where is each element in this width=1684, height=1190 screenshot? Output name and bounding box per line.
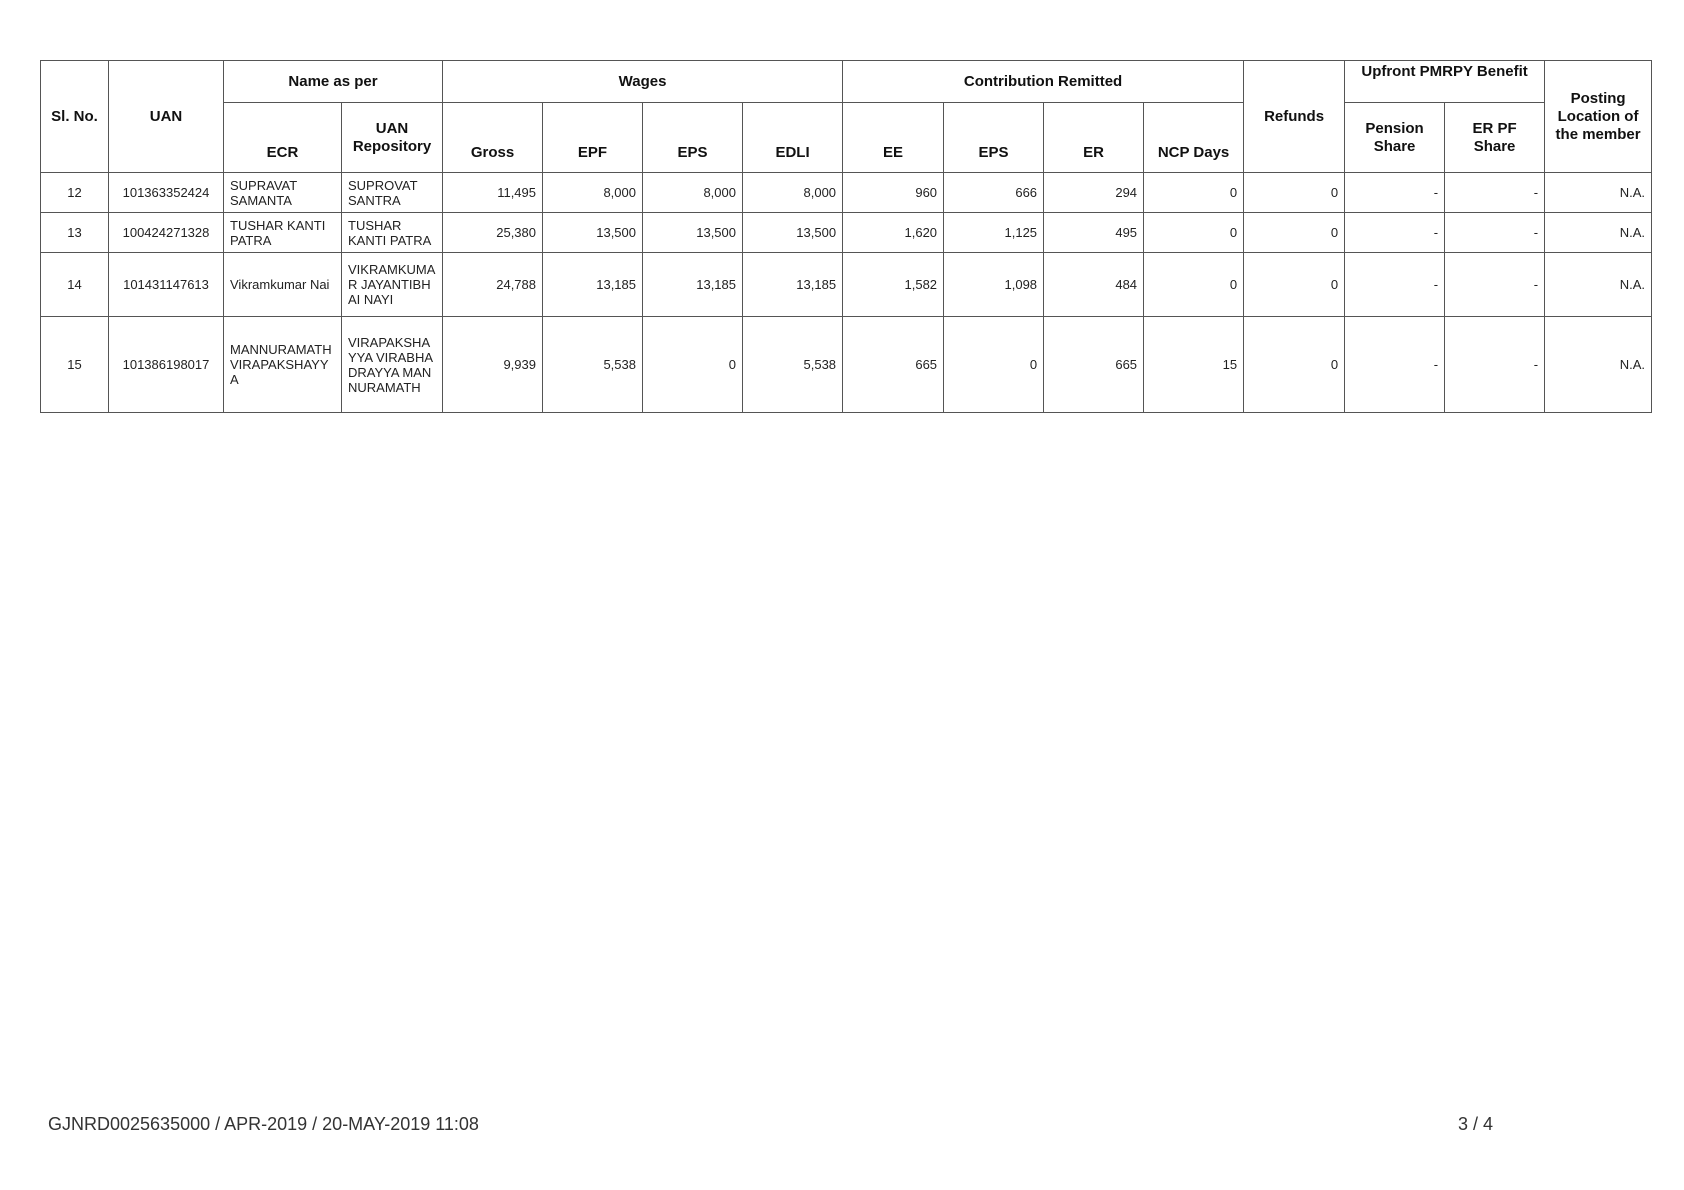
cell-ecr-name: TUSHAR KANTI PATRA — [224, 213, 342, 253]
header-refunds: Refunds — [1244, 61, 1345, 173]
footer-reference: GJNRD0025635000 / APR-2019 / 20-MAY-2019 11:08 — [48, 1114, 479, 1134]
cell-gross: 24,788 — [443, 253, 543, 317]
cell-er-pf-share: - — [1445, 173, 1545, 213]
cell-ecr-name: MANNURAMATH VIRAPAKSHAYYA — [224, 317, 342, 413]
cell-eps-contribution: 0 — [944, 317, 1044, 413]
table-row — [41, 213, 1652, 253]
cell-ncp-days: 0 — [1144, 173, 1244, 213]
cell-epf: 5,538 — [543, 317, 643, 413]
cell-edli: 13,185 — [743, 253, 843, 317]
cell-posting-location: N.A. — [1545, 213, 1652, 253]
cell-refunds: 0 — [1244, 173, 1345, 213]
cell-ncp-days: 0 — [1144, 253, 1244, 317]
cell-er: 484 — [1044, 253, 1144, 317]
cell-gross: 11,495 — [443, 173, 543, 213]
cell-ee: 1,582 — [843, 253, 944, 317]
header-epf: EPF — [543, 103, 643, 173]
page-number: 3 / 4 — [1458, 1114, 1494, 1134]
cell-epf: 13,500 — [543, 213, 643, 253]
header-ncp-days: NCP Days — [1144, 103, 1244, 173]
cell-er: 294 — [1044, 173, 1144, 213]
cell-uan: 101386198017 — [109, 317, 224, 413]
cell-posting-location: N.A. — [1545, 253, 1652, 317]
cell-eps: 8,000 — [643, 173, 743, 213]
cell-ecr-name: Vikramkumar Nai — [224, 253, 342, 317]
cell-sl-no: 12 — [41, 173, 109, 213]
cell-epf: 13,185 — [543, 253, 643, 317]
cell-uan: 101431147613 — [109, 253, 224, 317]
cell-ee: 1,620 — [843, 213, 944, 253]
cell-sl-no: 15 — [41, 317, 109, 413]
cell-edli: 13,500 — [743, 213, 843, 253]
header-er: ER — [1044, 103, 1144, 173]
cell-er: 665 — [1044, 317, 1144, 413]
header-posting-location: Posting Location of the member — [1545, 61, 1652, 173]
cell-ncp-days: 0 — [1144, 213, 1244, 253]
cell-ecr-name: SUPRAVAT SAMANTA — [224, 173, 342, 213]
table-row — [41, 253, 1652, 317]
cell-epf: 8,000 — [543, 173, 643, 213]
cell-er-pf-share: - — [1445, 253, 1545, 317]
cell-ee: 665 — [843, 317, 944, 413]
cell-ncp-days: 15 — [1144, 317, 1244, 413]
header-name-as-per: Name as per — [224, 61, 443, 103]
header-sl-no: Sl. No. — [41, 61, 109, 173]
header-eps-contribution: EPS — [944, 103, 1044, 173]
header-edli: EDLI — [743, 103, 843, 173]
cell-eps: 13,500 — [643, 213, 743, 253]
cell-uan: 100424271328 — [109, 213, 224, 253]
header-er-pf-share: ER PF Share — [1445, 103, 1545, 173]
cell-repository-name: TUSHAR KANTI PATRA — [342, 213, 443, 253]
cell-pension-share: - — [1345, 253, 1445, 317]
cell-sl-no: 13 — [41, 213, 109, 253]
cell-pension-share: - — [1345, 317, 1445, 413]
header-uan-repository: UAN Repository — [342, 103, 443, 173]
cell-eps-contribution: 1,098 — [944, 253, 1044, 317]
header-wages: Wages — [443, 61, 843, 103]
header-upfront-pmrpy: Upfront PMRPY Benefit — [1345, 61, 1545, 103]
cell-gross: 25,380 — [443, 213, 543, 253]
cell-refunds: 0 — [1244, 317, 1345, 413]
cell-edli: 8,000 — [743, 173, 843, 213]
cell-uan: 101363352424 — [109, 173, 224, 213]
cell-eps-contribution: 1,125 — [944, 213, 1044, 253]
cell-er-pf-share: - — [1445, 213, 1545, 253]
header-gross: Gross — [443, 103, 543, 173]
header-pension-share: Pension Share — [1345, 103, 1445, 173]
table-row — [41, 173, 1652, 213]
cell-er-pf-share: - — [1445, 317, 1545, 413]
header-uan: UAN — [109, 61, 224, 173]
cell-pension-share: - — [1345, 173, 1445, 213]
cell-repository-name: SUPROVAT SANTRA — [342, 173, 443, 213]
header-ecr: ECR — [224, 103, 342, 173]
cell-pension-share: - — [1345, 213, 1445, 253]
header-eps: EPS — [643, 103, 743, 173]
contribution-table — [40, 60, 1652, 413]
cell-er: 495 — [1044, 213, 1144, 253]
cell-eps: 13,185 — [643, 253, 743, 317]
header-contribution-remitted: Contribution Remitted — [843, 61, 1244, 103]
cell-repository-name: VIKRAMKUMAR JAYANTIBHAI NAYI — [342, 253, 443, 317]
cell-refunds: 0 — [1244, 253, 1345, 317]
cell-eps: 0 — [643, 317, 743, 413]
cell-refunds: 0 — [1244, 213, 1345, 253]
table-row — [41, 317, 1652, 413]
cell-gross: 9,939 — [443, 317, 543, 413]
cell-eps-contribution: 666 — [944, 173, 1044, 213]
cell-sl-no: 14 — [41, 253, 109, 317]
cell-repository-name: VIRAPAKSHAYYA VIRABHADRAYYA MANNURAMATH — [342, 317, 443, 413]
header-ee: EE — [843, 103, 944, 173]
cell-edli: 5,538 — [743, 317, 843, 413]
cell-posting-location: N.A. — [1545, 173, 1652, 213]
cell-posting-location: N.A. — [1545, 317, 1652, 413]
cell-ee: 960 — [843, 173, 944, 213]
